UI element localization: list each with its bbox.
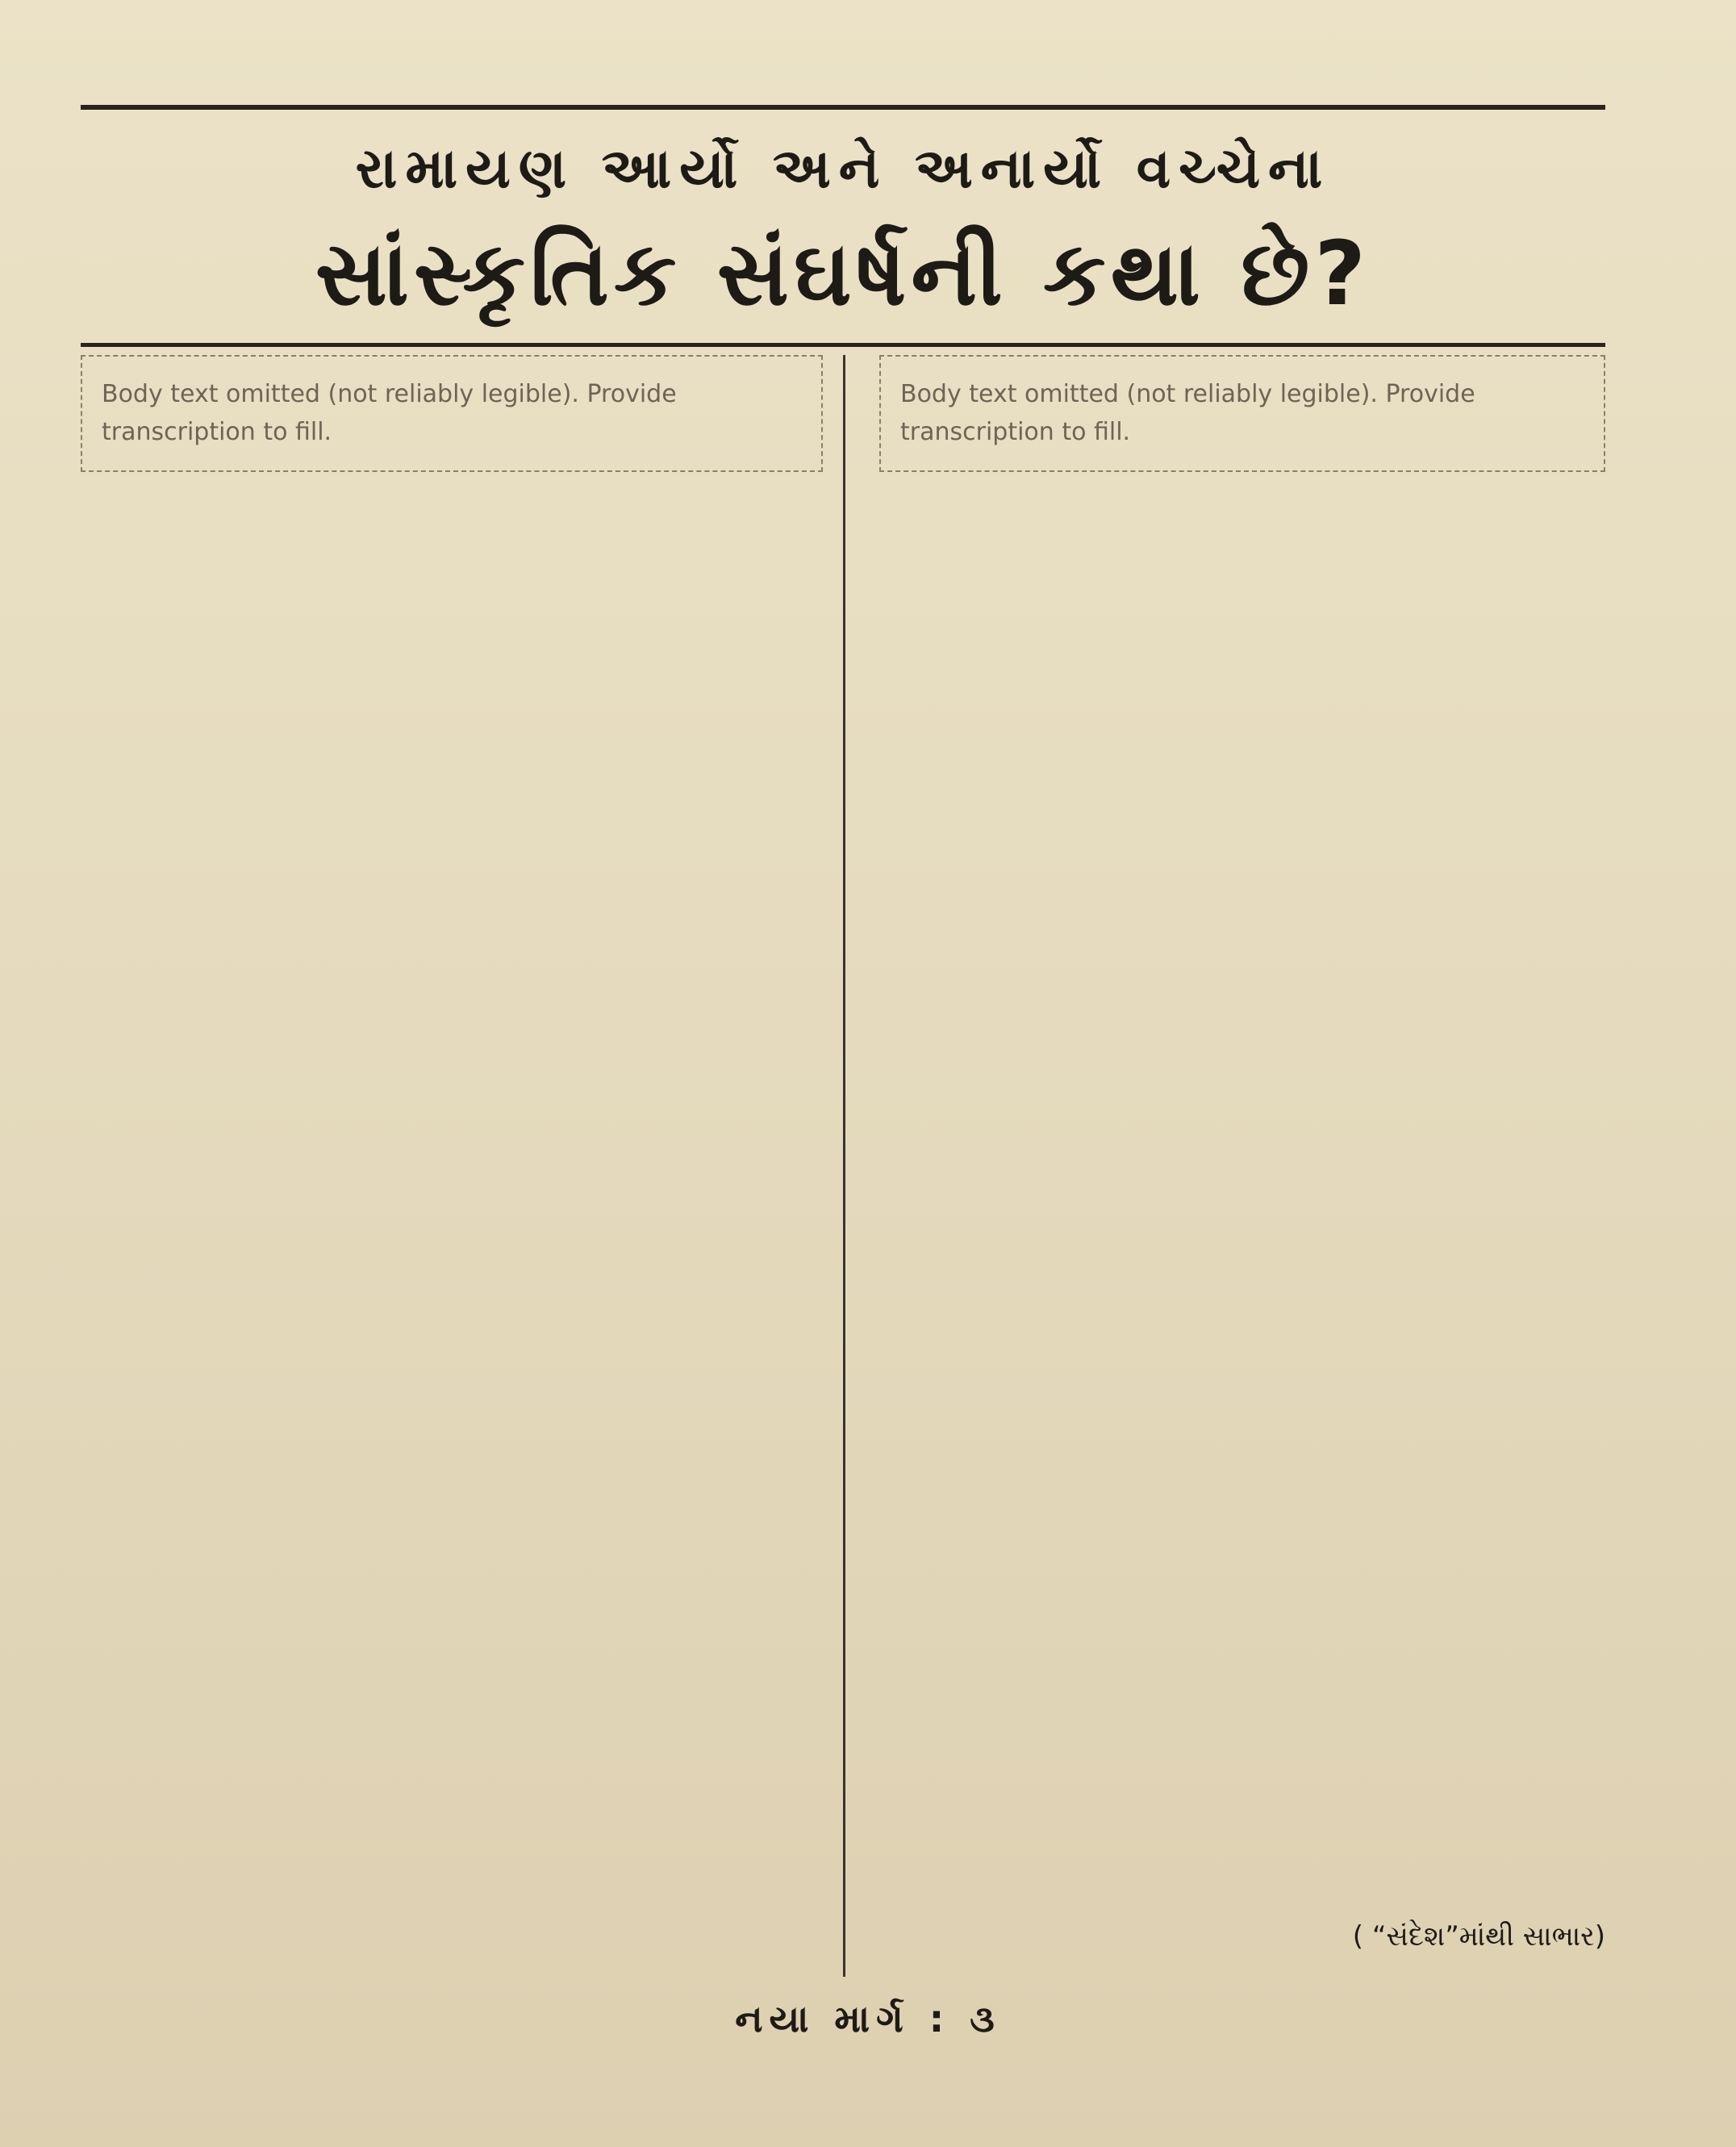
headline-kicker: રામાયણ આર્યો અને અનાર્યો વચ્ચેના bbox=[355, 137, 1331, 201]
headline-rule bbox=[81, 343, 1605, 347]
source-credit: ( “સંદેશ”માંથી સાભાર) bbox=[1352, 1920, 1605, 1953]
top-rule bbox=[81, 105, 1605, 110]
headline: સાંસ્કૃતિક સંઘર્ષની કથા છે? bbox=[315, 222, 1371, 325]
page-footer: નયા માર્ગ : ૩ bbox=[735, 1997, 1001, 2040]
column-divider bbox=[843, 355, 845, 1977]
body-text-placeholder-left: Body text omitted (not reliably legible). Provide transcription to fill. bbox=[81, 355, 823, 472]
body-text-placeholder-right: Body text omitted (not reliably legible). Provide transcription to fill. bbox=[879, 355, 1605, 472]
article-column-right bbox=[879, 355, 1605, 1977]
article-column-left bbox=[81, 355, 823, 1977]
